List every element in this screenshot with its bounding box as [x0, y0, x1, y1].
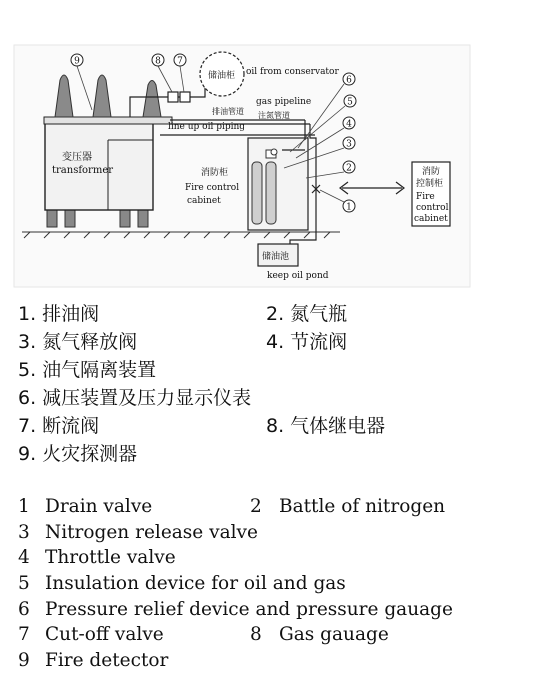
- legend-en-text: Throttle valve: [45, 547, 176, 569]
- line-up-oil-piping-label: line up oil piping: [168, 122, 246, 132]
- fire-cabinet-label-line1: Fire control: [185, 183, 240, 193]
- svg-text:5: 5: [347, 97, 353, 108]
- legend-en-number: 5: [18, 573, 30, 595]
- callout-5: [344, 95, 356, 108]
- legend-cn-row: [18, 440, 548, 468]
- transformer-label-cn: 变压器: [62, 152, 92, 163]
- legend-en-text: Nitrogen release valve: [45, 521, 258, 543]
- fire-control-cabinet: [248, 138, 308, 230]
- legend-cn-item: 4. 节流阀: [266, 331, 348, 353]
- gas-pipeline-label: gas pipeline: [256, 97, 312, 107]
- legend-en-text: Pressure relief device and pressure gauage: [45, 598, 453, 620]
- callout-8: [152, 54, 164, 67]
- svg-text:1: 1: [346, 202, 352, 213]
- legend-en-row: [18, 571, 548, 597]
- legend-cn-item: 6. 减压装置及压力显示仪表: [18, 387, 252, 409]
- svg-text:2: 2: [346, 163, 352, 174]
- legend-en-text: Gas gauage: [279, 624, 389, 646]
- legend-cn-row: [18, 328, 548, 356]
- callout-7: [174, 54, 186, 67]
- oil-pond-label-cn: 储油池: [262, 252, 290, 262]
- drain-pipe-label-cn: 排油管道: [212, 107, 244, 116]
- legend-en-number: 6: [18, 598, 30, 620]
- svg-text:3: 3: [346, 139, 352, 150]
- legend-cn-row: [18, 300, 548, 328]
- callout-9: [71, 54, 83, 67]
- legend-cn-row: [18, 412, 548, 440]
- legend-cn-item: 7. 断流阀: [18, 415, 100, 437]
- legend-en-number: 3: [18, 521, 30, 543]
- legend-en-number: 8: [250, 624, 262, 646]
- svg-text:8: 8: [155, 56, 161, 67]
- legend-en-row: [18, 648, 548, 674]
- legend-en-text: Fire detector: [45, 650, 169, 672]
- legend-en-number: 1: [18, 496, 30, 517]
- legend-en-text: Cut-off valve: [45, 624, 164, 646]
- legend-en-text: Insulation device for oil and gas: [45, 573, 346, 595]
- legend-en-row: [18, 520, 548, 546]
- callout-2: [343, 161, 355, 174]
- svg-text:9: 9: [74, 56, 80, 67]
- remote-cabinet-label-3: cabinet: [414, 214, 448, 224]
- legend-cn-item: 2. 氮气瓶: [266, 303, 348, 325]
- svg-text:7: 7: [177, 56, 183, 67]
- legend-en-row: [18, 597, 548, 623]
- legend-en-row: [18, 494, 548, 520]
- remote-cabinet-label-cn-1: 消防: [422, 167, 441, 177]
- legend-cn-item: 8. 气体继电器: [266, 415, 386, 437]
- diagram-svg: [0, 0, 559, 300]
- legend-cn-item: 3. 氮气释放阀: [18, 331, 138, 353]
- legend-en-text: Battle of nitrogen: [279, 496, 446, 517]
- conservator-label-cn: 储油柜: [208, 71, 236, 81]
- keep-oil-pond-label: keep oil pond: [267, 271, 329, 281]
- system-diagram: [0, 0, 559, 300]
- legend-chinese: [18, 300, 548, 468]
- legend-en-row: [18, 622, 548, 648]
- legend-en-text: Drain valve: [45, 496, 153, 517]
- callout-4: [343, 117, 355, 130]
- legend-en-number: 7: [18, 624, 30, 646]
- legend-en-number: 4: [18, 547, 30, 569]
- callout-3: [343, 137, 355, 150]
- remote-cabinet-label-cn-2: 控制柜: [416, 179, 444, 189]
- legend-en-number: 9: [18, 650, 30, 672]
- remote-cabinet-label-2: control: [416, 203, 449, 213]
- callout-1: [343, 200, 355, 213]
- remote-cabinet-label-1: Fire: [416, 192, 435, 202]
- fire-cabinet-label-line2: cabinet: [187, 196, 221, 206]
- legend-cn-item: 5. 油气隔离装置: [18, 359, 157, 381]
- legend-cn-row: [18, 384, 548, 412]
- legend-english: [18, 494, 548, 674]
- gas-pipeline-label-cn: 注氮管道: [258, 111, 290, 120]
- callout-6: [343, 73, 355, 86]
- legend-cn-item: 1. 排油阀: [18, 303, 100, 325]
- oil-from-conservator-label: oil from conservator: [246, 67, 339, 77]
- legend-cn-row: [18, 356, 548, 384]
- transformer-label: transformer: [52, 165, 114, 176]
- legend-en-number: 2: [250, 496, 262, 517]
- fire-cabinet-label-cn: 消防柜: [201, 168, 229, 178]
- svg-text:6: 6: [346, 75, 352, 86]
- legend-cn-item: 9. 火灾探测器: [18, 443, 138, 465]
- svg-text:4: 4: [346, 119, 352, 130]
- legend-en-row: [18, 545, 548, 571]
